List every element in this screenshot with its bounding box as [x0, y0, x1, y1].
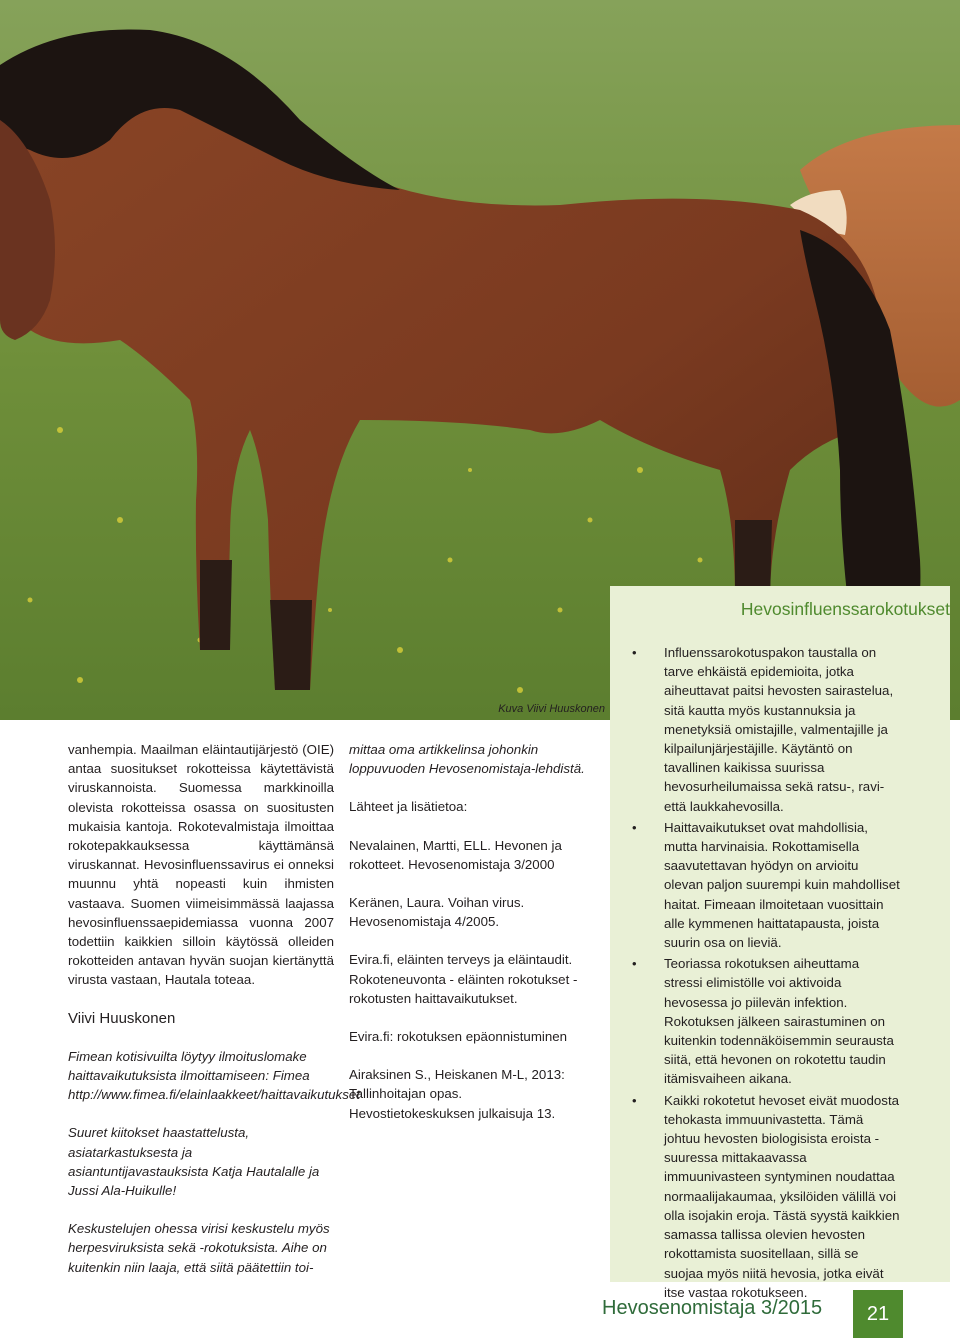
bullet-icon: • [632, 819, 637, 835]
column-middle [349, 740, 589, 1123]
fact-text: Haittavaikutukset ovat mahdollisia, mutta harvinaisia. Rokottamisella saavutettavan hyödyn on arvioitu olevan paljon suurempi kuin mahdolliset haitat. Fimeaan ilmoitetaan vuosittain alle kymmenen haittatapausta, joista suurin osa on lieviä. [664, 819, 900, 951]
magazine-issue: Hevosenomistaja 3/2015 [602, 1297, 823, 1319]
reference: Airaksinen S., Heiskanen M-L, 2013: Tallinhoitajan opas. Hevostietokeskuksen julkaisuja 13. [349, 1067, 565, 1121]
section-label: Hevosinfluenssarokotukset [740, 599, 950, 619]
sources-title: Lähteet ja lisätietoa: [349, 799, 468, 815]
fact-item [632, 643, 900, 816]
page-number: 21 [853, 1290, 903, 1338]
fact-text: Kaikki rokotetut hevoset eivät muodosta tehokasta immuunivastetta. Tämä johtuu hevosten biologisista eroista - suuressa mittakaavassa immuunivasteen syntyminen noudattaa normaalijakaumaa, yksilöiden välillä voi olla isojakin eroja. Tästä syystä kaikkien samassa tallissa olevien hevosten rokottamista suositellaan, sillä se suojaa myös niitä hevosia, jotka eivät itse vastaa rokotukseen. [664, 1092, 900, 1300]
body-paragraph: vanhempia. Maailman eläintautijärjestö (OIE) antaa suositukset rokotteissa käytettävistä viruskannoista. Suomessa markkinoilla olevista rokotteissa osassa on suositusten mukaisia kantoja. Rokotevalmistaja ilmoittaa rokotepakkauksessa käyttämänsä viruskannat. Hevosinfluenssavirus ei onneksi muunnu yhtä nopeasti kuin ihmisten vastaava. Suomen viimeisimmässä laajassa hevosinfluenssaepidemiassa vuonna 2007 todettiin kaikkien silloin käytössä olleiden rokotteiden antavan hyvän suojan kiertänyttä virusta vastaan, Hautala toteaa. [68, 742, 334, 988]
bullet-icon: • [632, 1092, 637, 1108]
bullet-icon: • [632, 956, 637, 972]
reference: Nevalainen, Martti, ELL. Hevonen ja rokotteet. Hevosenomistaja 3/2000 [349, 837, 562, 872]
note-reporting: Fimean kotisivuilta löytyy ilmoituslomake haittavaikutuksista ilmoittamiseen: Fimea http://www.fimea.fi/elainlaakkeet/haittavaikutukset [68, 1048, 360, 1103]
column-left [68, 740, 360, 1277]
reference: Evira.fi: rokotuksen epäonnistuminen [349, 1029, 568, 1045]
note-thanks: Suuret kiitokset haastattelusta, asiatarkastuksesta ja asiantuntijavastauksista Katja Hautalalle ja Jussi Ala-Huikulle! [68, 1125, 320, 1199]
reference: Keränen, Laura. Voihan virus. Hevosenomistaja 4/2005. [349, 895, 525, 930]
photo-credit: Kuva Viivi Huuskonen [498, 703, 605, 715]
fact-text: Influenssarokotuspakon taustalla on tarve ehkäistä epidemioita, jotka aiheuttavat paitsi hevosten sairastelua, sitä kautta myös kustannuksia ja menetyksiä omistajille, valmentajille ja kilpailunjärjestäjille. Käytäntö on tavallinen kaikissa suurissa hevosurheilumaissa sekä ratsu-, ravi- että laukkahevosilla. [664, 645, 894, 814]
bullet-icon: • [632, 645, 637, 660]
fact-item [632, 954, 900, 1088]
fact-item [632, 818, 900, 952]
note-continuation: mittaa oma artikkelinsa johonkin loppuvuoden Hevosenomistaja-lehdistä. [349, 742, 585, 777]
note-herpes: Keskustelujen ohessa virisi keskustelu myös herpesviruksista sekä -rokotuksista. Aihe on kuitenkin niin laaja, että siitä päätettiin toi- [68, 1221, 330, 1275]
sidebar-column [632, 643, 900, 1304]
reference: Evira.fi, eläinten terveys ja eläintaudit. Rokoteneuvonta - eläinten rokotukset - rokotusten haittavaikutukset. [349, 952, 578, 1006]
fact-text: Teoriassa rokotuksen aiheuttama stressi elimistölle voi aktivoida hevosessa jo piilevän infektion. Rokotuksen jälkeen sairastuminen on kuitenkin todennäköisemmin seurausta siitä, että hevonen on rokotettu taudin itämisvaiheen aikana. [664, 956, 894, 1087]
fact-item [632, 1091, 900, 1302]
author-name: Viivi Huuskonen [68, 1009, 176, 1027]
fact-list [632, 643, 900, 1302]
